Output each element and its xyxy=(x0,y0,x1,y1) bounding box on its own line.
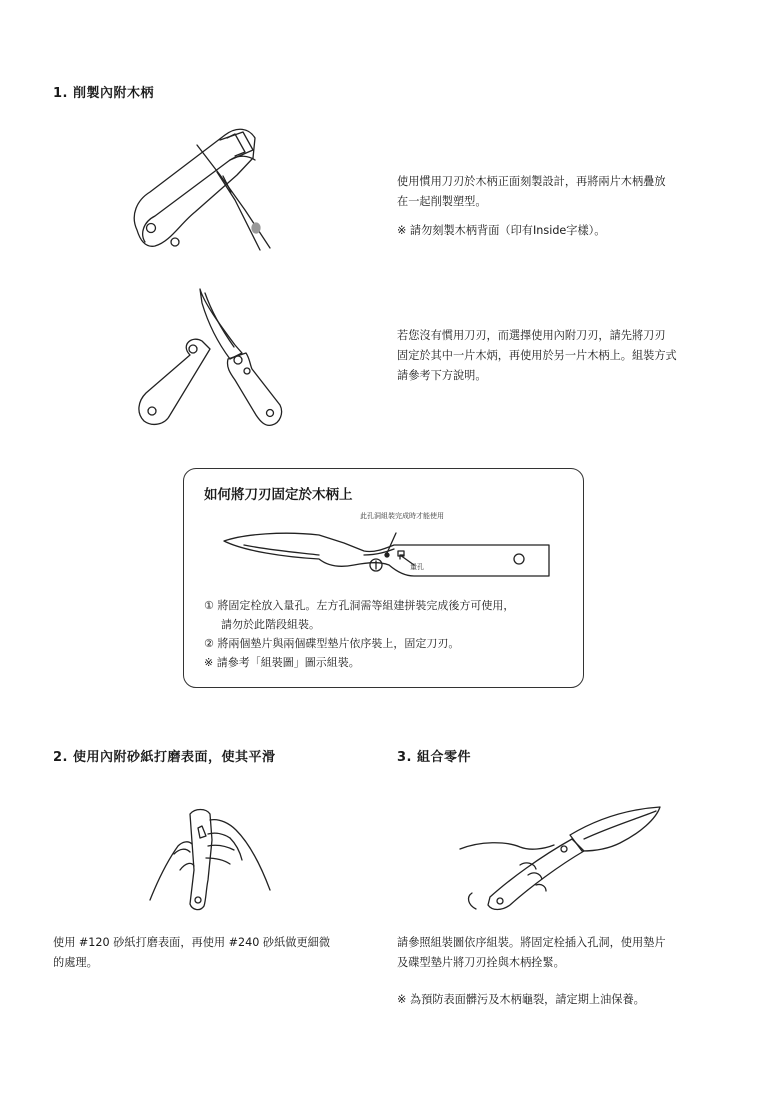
hole-label: 此孔洞組裝完成時才能使用 xyxy=(360,512,444,520)
section2-heading: 2. 使用內附砂紙打磨表面，使其平滑 xyxy=(53,750,276,765)
howto-note: ※ 請參考「組裝圖」圖示組裝。 xyxy=(204,656,360,669)
section2-para xyxy=(53,933,330,973)
pin-label: 量孔 xyxy=(410,563,424,571)
section1-para1-line1: 使用慣用刀刃於木柄正面刻製設計，再將兩片木柄疊放 xyxy=(397,175,666,188)
section3-para xyxy=(397,933,666,973)
howto-step1-line1: ① 將固定栓放入量孔。左方孔洞需等組建拼裝完成後方可使用， xyxy=(204,599,515,612)
howto-title: 如何將刀刃固定於木柄上 xyxy=(204,487,353,503)
howto-step1 xyxy=(204,596,514,634)
section3-para-line2: 及碟型墊片將刀刃拴與木柄拴緊。 xyxy=(397,956,565,969)
section1-heading: 1. 削製內附木柄 xyxy=(53,86,155,101)
howto-step1-line2: 請勿於此階段組裝。 xyxy=(221,618,320,631)
assembled-knife-illustration xyxy=(460,805,670,920)
sanding-illustration xyxy=(150,800,280,920)
section1-para2 xyxy=(397,326,677,386)
section1-note1-text: ※ 請勿刻製木柄背面（印有Inside字樣）。 xyxy=(397,224,606,237)
section1-note1 xyxy=(397,221,605,241)
section3-note-text: ※ 為預防表面髒污及木柄龜裂，請定期上油保養。 xyxy=(397,993,645,1006)
section3-note xyxy=(397,990,645,1010)
howto-box xyxy=(183,468,584,688)
section1-para2-line2: 固定於其中一片木炳，再使用於另一片木柄上。組裝方式 xyxy=(397,349,677,362)
section2-para-line2: 的處理。 xyxy=(53,956,98,969)
section3-heading: 3. 組合零件 xyxy=(397,750,472,765)
carving-illustration xyxy=(125,120,305,270)
section1-para1-line2: 在一起削製塑型。 xyxy=(397,195,487,208)
section1-para2-line3: 請參考下方說明。 xyxy=(397,369,487,382)
section1-para1 xyxy=(397,172,666,212)
howto-step2: ② 將兩個墊片與兩個碟型墊片依序裝上，固定刀刃。 xyxy=(204,637,460,650)
section1-para2-line1: 若您沒有慣用刀刃，而選擇使用內附刀刃，請先將刀刃 xyxy=(397,329,666,342)
knife-handle-illustration xyxy=(130,285,305,435)
section2-para-line1: 使用 #120 砂紙打磨表面，再使用 #240 砂紙做更細微 xyxy=(53,936,331,949)
section3-para-line1: 請參照組裝圖依序組裝。將固定栓插入孔洞，使用墊片 xyxy=(397,936,666,949)
blade-diagram xyxy=(224,519,554,589)
